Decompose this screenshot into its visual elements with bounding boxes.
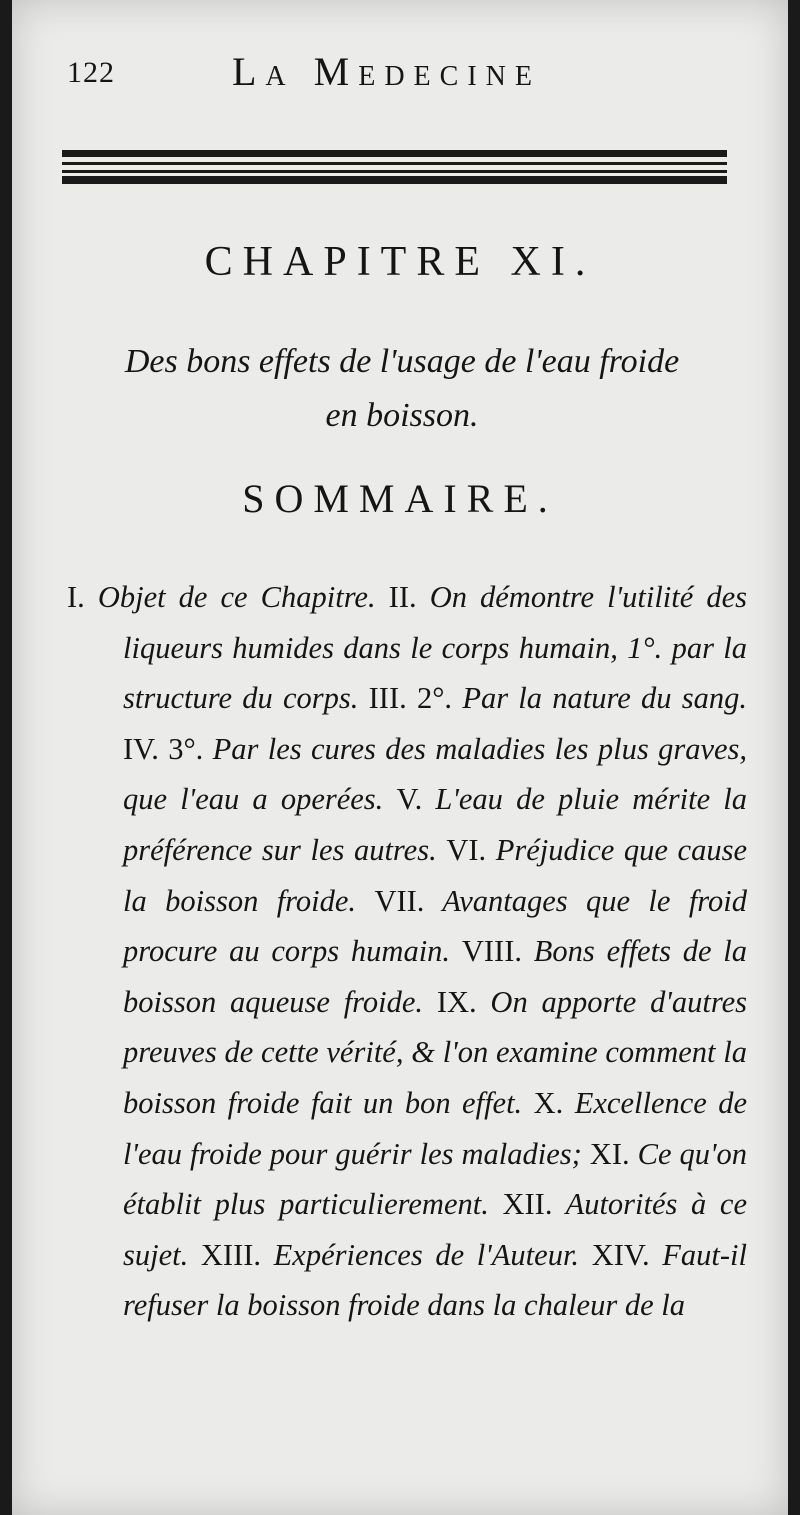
chapter-title: CHAPITRE XI. xyxy=(204,239,596,285)
summary-number: IX. xyxy=(436,984,477,1019)
summary-number: X. xyxy=(533,1085,564,1120)
summary-number: XIII. xyxy=(200,1237,262,1272)
summary-number: VI. xyxy=(446,832,487,867)
summary-text: Par les cures des maladies les plus graves, que l'eau a operées. xyxy=(123,731,748,817)
chapter-subtitle-line: Des bons effets de l'usage de l'eau froide xyxy=(124,343,680,380)
summary-text: Bons effets de la boisson aqueuse froide. xyxy=(123,934,748,1019)
summary-text: Par la nature du sang. xyxy=(462,681,748,716)
summary-number: VII. xyxy=(374,883,425,918)
ornamental-rule xyxy=(62,150,727,157)
summary-text: L'eau de pluie mérite la préférence sur les autres. xyxy=(123,782,748,867)
summary-number: XII. xyxy=(502,1187,553,1222)
summary-text: Faut-il refuser la boisson froide dans la chaleur de la xyxy=(123,1237,747,1323)
summary-text: Objet de ce Chapitre. xyxy=(97,580,376,614)
summary-number: IV. 3°. xyxy=(123,731,204,766)
summary-number: III. 2°. xyxy=(368,681,453,716)
summary-paragraph xyxy=(67,572,747,1331)
summary-text: Préjudice que cause la boisson froide. xyxy=(123,832,747,918)
chapter-subtitle-line: en boisson. xyxy=(325,397,479,434)
book-page xyxy=(12,0,788,1515)
summary-number: VIII. xyxy=(461,934,522,969)
summary-number: XI. xyxy=(589,1136,630,1171)
summary-number: I. xyxy=(67,580,85,614)
chapter-subtitle xyxy=(52,335,752,443)
summary-number: XIV. xyxy=(591,1237,650,1272)
summary-number: II. xyxy=(388,580,417,614)
page-number: 122 xyxy=(67,56,115,89)
page-header xyxy=(12,48,788,108)
summary-text: Avantages que le froid procure au corps humain. xyxy=(123,883,748,969)
summary-text: Autorités à ce sujet. xyxy=(123,1187,748,1272)
summary-text: Ce qu'on établit plus particulierement. xyxy=(123,1136,748,1222)
summary-number: V. xyxy=(396,782,423,817)
summary-text: Expériences de l'Auteur. xyxy=(273,1237,580,1272)
ornamental-rule xyxy=(62,170,727,173)
summary-text: On démontre l'utilité des liqueurs humides dans le corps humain, 1°. par la structure du corps. xyxy=(123,580,748,716)
summary-text: On apporte d'autres preuves de cette vérité, & l'on examine comment la boisson froide fait un bon effet. xyxy=(123,984,748,1120)
summary-text: Excellence de l'eau froide pour guérir les maladies; xyxy=(123,1085,748,1171)
ornamental-rule xyxy=(62,162,727,165)
ornamental-rule xyxy=(62,176,727,184)
sommaire-heading: SOMMAIRE. xyxy=(242,476,558,521)
running-title: La Medecine xyxy=(232,49,541,94)
